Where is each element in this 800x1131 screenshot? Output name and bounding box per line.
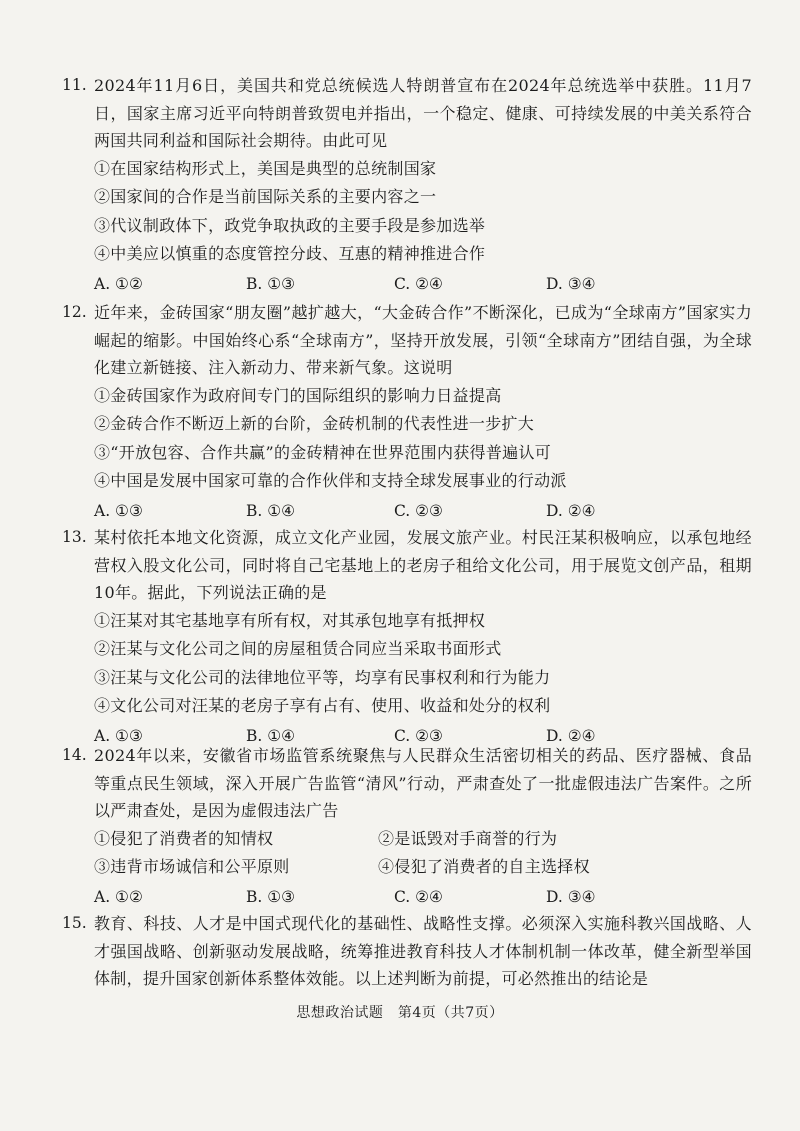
statement-1: ①金砖国家作为政府间专门的国际组织的影响力日益提高 xyxy=(94,385,502,405)
statement-4: ④中美应以慎重的态度管控分歧、互惠的精神推进合作 xyxy=(94,244,486,263)
choice-c[interactable]: C. ②④ xyxy=(394,274,443,293)
statement-3: ③汪某与文化公司的法律地位平等，均享有民事权利和行为能力 xyxy=(94,667,551,687)
choice-b[interactable]: B. ①③ xyxy=(246,887,296,906)
choice-a[interactable]: A. ①③ xyxy=(94,726,143,745)
question-number: 12. xyxy=(62,303,87,321)
question-stem: 2024年11月6日，美国共和党总统候选人特朗普宣布在2024年总统选举中获胜。11月7日，国家主席习近平向特朗普致贺电并指出，一个稳定、健康、可持续发展的中美关系符合两国共同利益和国际社会期待。由此可见 xyxy=(94,76,752,150)
choice-a[interactable]: A. ①② xyxy=(94,274,143,293)
choice-d[interactable]: D. ③④ xyxy=(546,274,596,293)
statement-2: ②是诋毁对手商誉的行为 xyxy=(378,828,558,848)
choice-c[interactable]: C. ②③ xyxy=(394,726,443,745)
question-number: 13. xyxy=(62,528,87,546)
question-number: 15. xyxy=(62,914,87,932)
question-15 xyxy=(62,910,752,993)
statement-row-2 xyxy=(94,853,752,882)
statement-3: ③代议制政体下，政党争取执政的主要手段是参加选举 xyxy=(94,215,486,235)
choice-c[interactable]: C. ②④ xyxy=(394,887,443,906)
choice-b[interactable]: B. ①④ xyxy=(246,726,296,745)
statement-1: ①在国家结构形式上，美国是典型的总统制国家 xyxy=(94,158,437,178)
choice-d[interactable]: D. ②④ xyxy=(546,501,596,520)
statement-4: ④文化公司对汪某的老房子享有占有、使用、收益和处分的权利 xyxy=(94,696,551,715)
statement-3: ③“开放包容、合作共赢”的金砖精神在世界范围内获得普遍认可 xyxy=(94,442,552,462)
statement-2: ②金砖合作不断迈上新的台阶，金砖机制的代表性进一步扩大 xyxy=(94,414,535,433)
choice-b[interactable]: B. ①③ xyxy=(246,274,296,293)
question-stem: 某村依托本地文化资源，成立文化产业园，发展文旅产业。村民汪某积极响应，以承包地经营权入股文化公司，同时将自己宅基地上的老房子租给文化公司，用于展览文创产品，租期10年。据此，下列说法正确的是 xyxy=(94,528,752,602)
choice-d[interactable]: D. ②④ xyxy=(546,726,596,745)
choice-a[interactable]: A. ①③ xyxy=(94,501,143,520)
statement-1: ①汪某对其宅基地享有所有权，对其承包地享有抵押权 xyxy=(94,610,486,630)
page-footer: 思想政治试题 第4页（共7页） xyxy=(296,1005,504,1021)
answer-choices xyxy=(94,269,752,299)
question-stem: 2024年以来，安徽省市场监管系统聚焦与人民群众生活密切相关的药品、医疗器械、食品等重点民生领域，深入开展广告监管“清风”行动，严肃查处了一批虚假违法广告案件。之所以严肃查处，是因为虚假违法广告 xyxy=(94,746,752,820)
statement-4: ④中国是发展中国家可靠的合作伙伴和支持全球发展事业的行动派 xyxy=(94,471,567,490)
choice-d[interactable]: D. ③④ xyxy=(546,887,596,906)
question-13 xyxy=(62,524,752,751)
statement-2: ②汪某与文化公司之间的房屋租赁合同应当采取书面形式 xyxy=(94,639,502,658)
statement-4: ④侵犯了消费者的自主选择权 xyxy=(378,857,590,876)
statement-3: ③违背市场诚信和公平原则 xyxy=(94,857,290,876)
question-11 xyxy=(62,72,752,299)
choice-b[interactable]: B. ①④ xyxy=(246,501,296,520)
question-14 xyxy=(62,742,752,912)
question-number: 14. xyxy=(62,746,87,764)
question-number: 11. xyxy=(62,76,87,94)
answer-choices xyxy=(94,496,752,526)
question-stem: 教育、科技、人才是中国式现代化的基础性、战略性支撑。必须深入实施科教兴国战略、人才强国战略、创新驱动发展战略，统筹推进教育科技人才体制机制一体改革，健全新型举国体制，提升国家创新体系整体效能。以上述判断为前提，可必然推出的结论是 xyxy=(94,914,752,988)
statement-row-1 xyxy=(94,825,752,854)
choice-c[interactable]: C. ②③ xyxy=(394,501,443,520)
answer-choices xyxy=(94,882,752,912)
choice-a[interactable]: A. ①② xyxy=(94,887,143,906)
question-stem: 近年来，金砖国家“朋友圈”越扩越大，“大金砖合作”不断深化，已成为“全球南方”国家实力崛起的缩影。中国始终心系“全球南方”，坚持开放发展，引领“全球南方”团结自强，为全球化建立新链接、注入新动力、带来新气象。这说明 xyxy=(94,303,752,377)
question-12 xyxy=(62,299,752,526)
statement-2: ②国家间的合作是当前国际关系的主要内容之一 xyxy=(94,187,437,206)
statement-1: ①侵犯了消费者的知情权 xyxy=(94,828,274,848)
